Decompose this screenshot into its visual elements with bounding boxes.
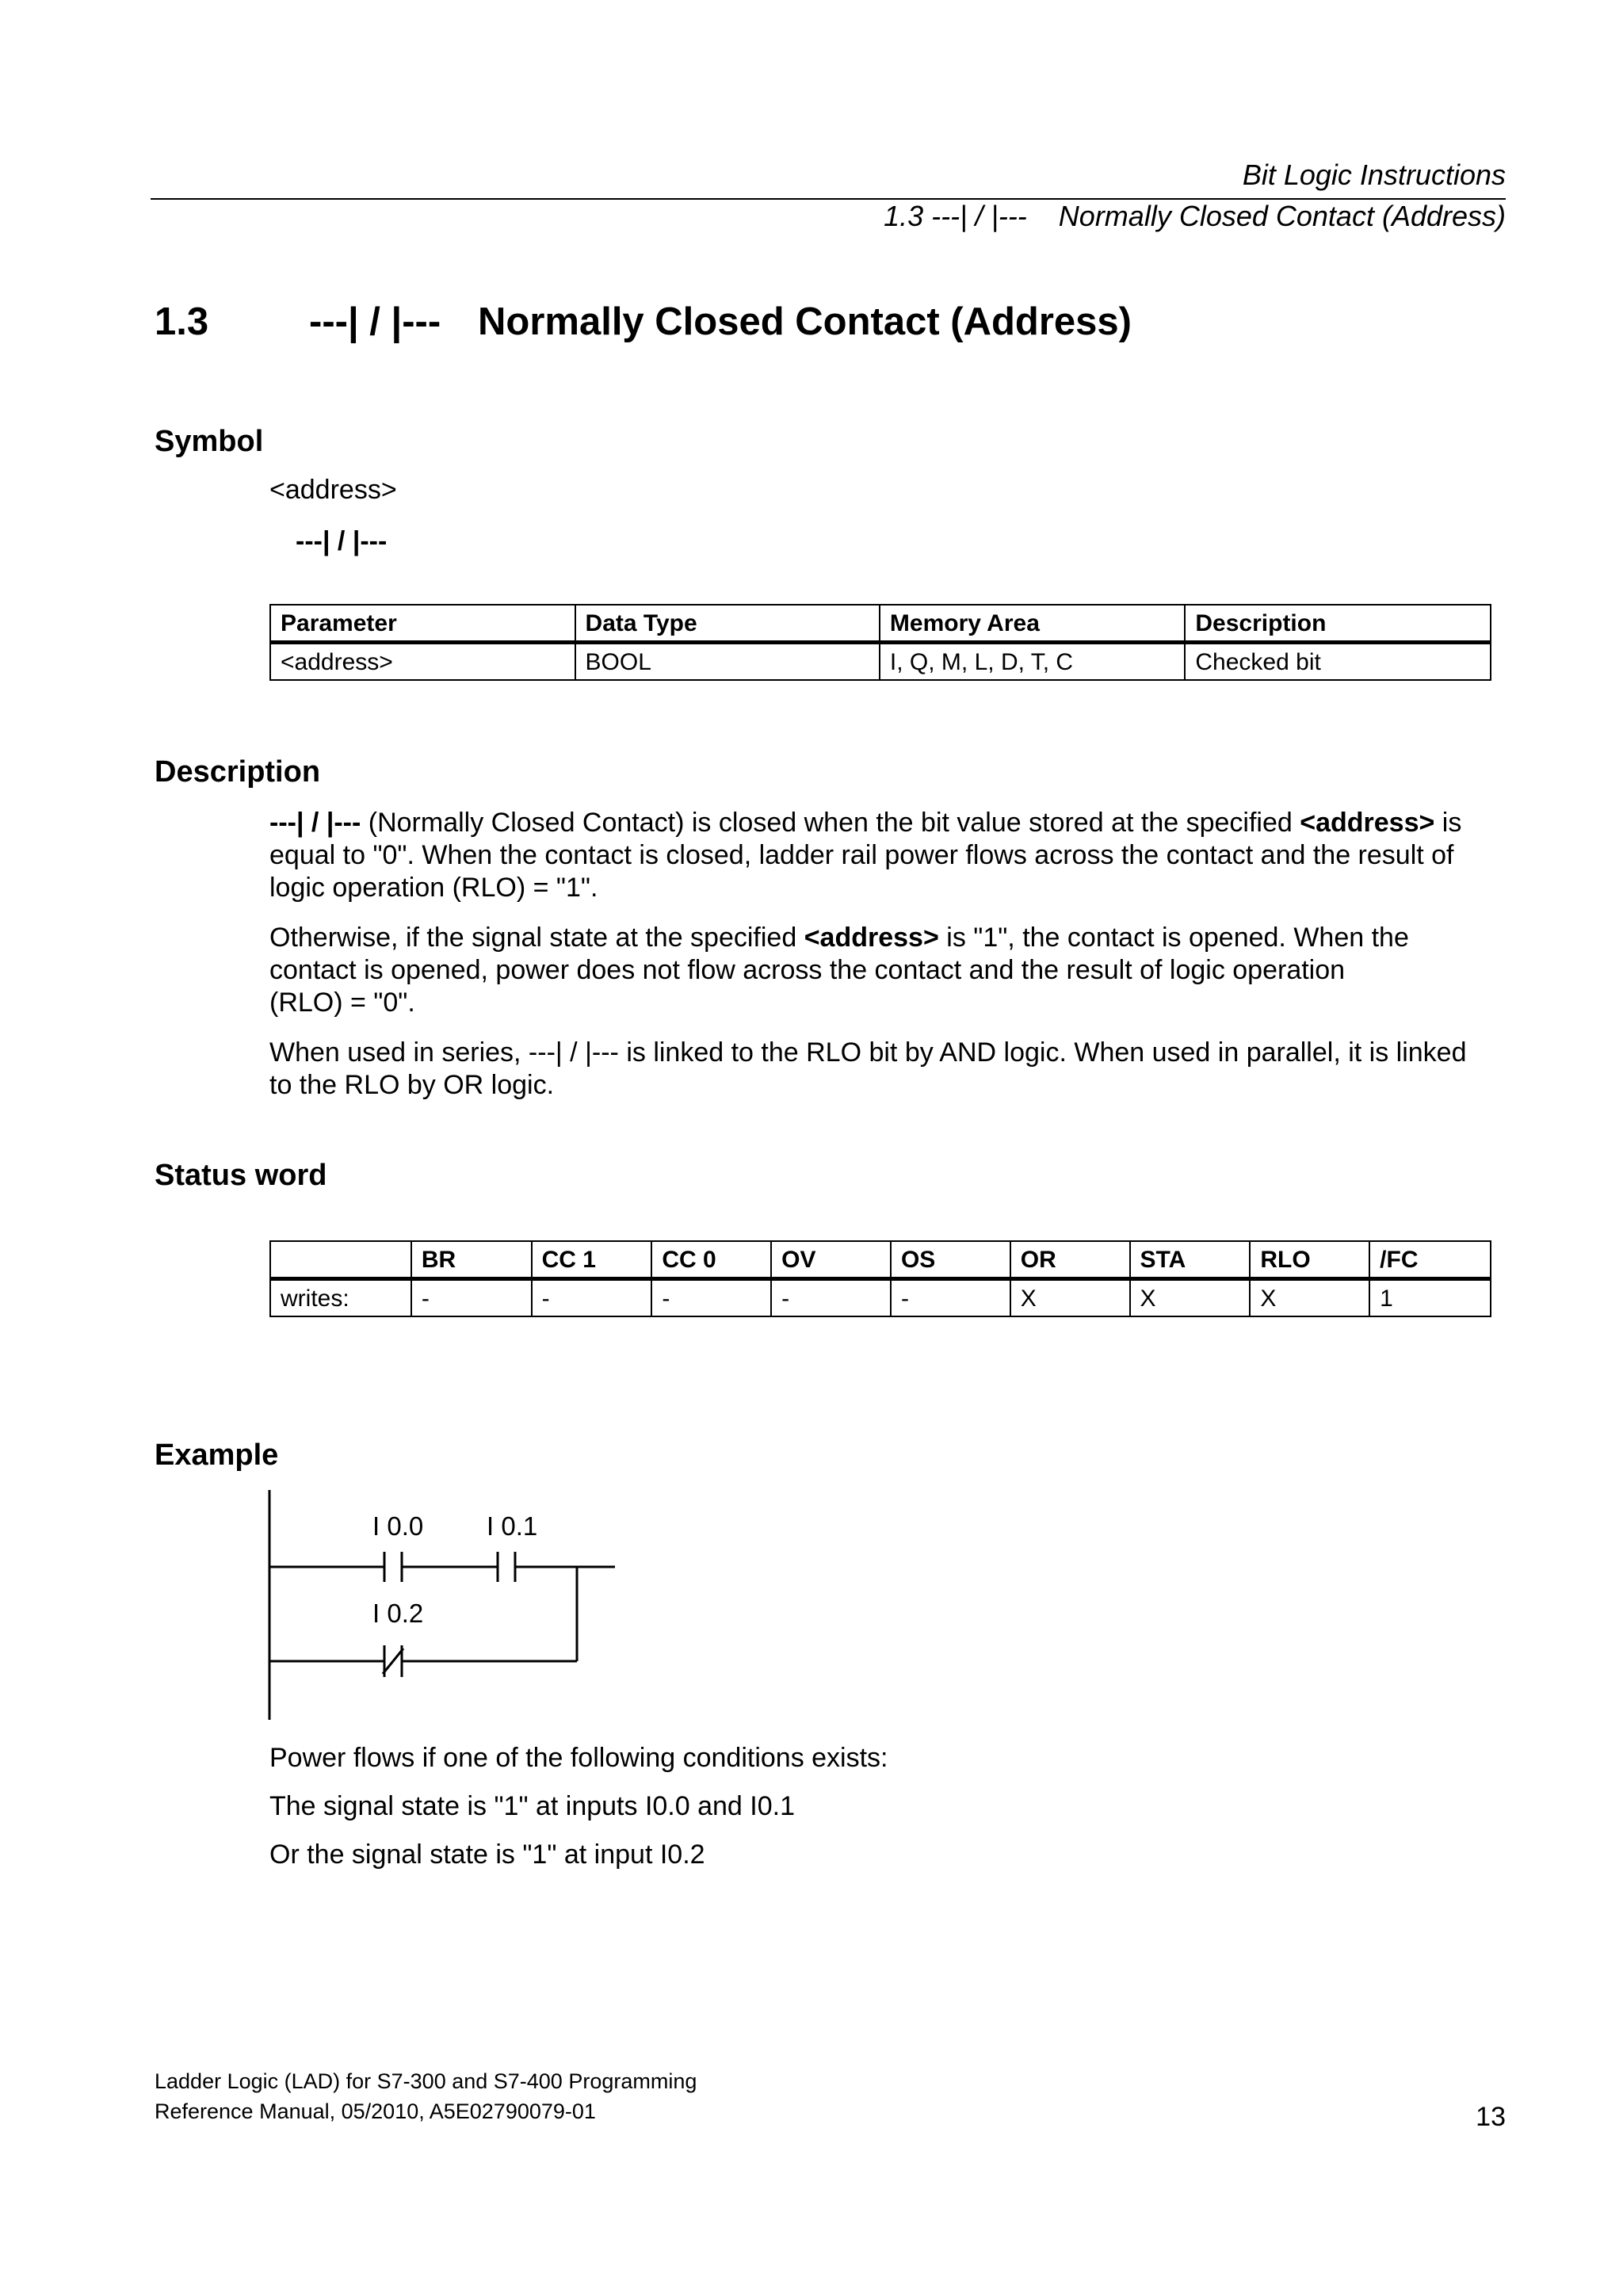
contact-i02-slash xyxy=(383,1648,403,1674)
status-word-header xyxy=(270,1241,1491,1279)
contact-label-i02: I 0.2 xyxy=(372,1599,424,1628)
table-row xyxy=(270,1279,1491,1317)
header-cell: Parameter xyxy=(270,605,575,643)
header-cell: CC 0 xyxy=(651,1241,771,1279)
parameter-table-header xyxy=(270,605,1491,643)
table-cell: - xyxy=(771,1279,891,1317)
header-cell: /FC xyxy=(1369,1241,1491,1279)
status-word-heading: Status word xyxy=(155,1159,327,1192)
header-cell: OR xyxy=(1010,1241,1130,1279)
table-cell: - xyxy=(891,1279,1010,1317)
table-cell: writes: xyxy=(270,1279,411,1317)
table-cell: 1 xyxy=(1369,1279,1491,1317)
table-cell: Checked bit xyxy=(1185,643,1491,681)
footer-line-1: Ladder Logic (LAD) for S7-300 and S7-400 Programming xyxy=(155,2069,697,2093)
description-paragraph-2 xyxy=(269,922,1490,1019)
description-text: Otherwise, if the signal state at the specified xyxy=(269,923,804,953)
table-cell: X xyxy=(1250,1279,1369,1317)
example-heading: Example xyxy=(155,1438,279,1472)
table-cell: BOOL xyxy=(575,643,880,681)
section-title: Normally Closed Contact (Address) xyxy=(478,300,1132,343)
table-cell: <address> xyxy=(270,643,575,681)
description-text: is "1", the contact is opened. When the contact is opened, power does not flow across the contact and the result of logic operation xyxy=(269,923,1409,985)
parameter-table xyxy=(269,604,1491,681)
table-cell: - xyxy=(411,1279,532,1317)
status-word-table xyxy=(269,1240,1491,1317)
header-cell: STA xyxy=(1130,1241,1251,1279)
header-cell: Data Type xyxy=(575,605,880,643)
header-cell: OS xyxy=(891,1241,1010,1279)
header-cell: BR xyxy=(411,1241,532,1279)
running-header-title: Bit Logic Instructions xyxy=(1242,159,1506,191)
section-symbol: ---| / |--- xyxy=(309,300,441,343)
symbol-heading: Symbol xyxy=(155,425,264,458)
description-address: <address> xyxy=(804,923,939,953)
contact-label-i00: I 0.0 xyxy=(372,1511,424,1541)
example-line-2: The signal state is "1" at inputs I0.0 and I0.1 xyxy=(269,1791,795,1821)
symbol-glyph: ---| / |--- xyxy=(296,526,388,556)
page-number: 13 xyxy=(1476,2102,1506,2132)
description-text: (Normally Closed Contact) is closed when the bit value stored at the specified xyxy=(361,808,1300,838)
table-cell: - xyxy=(651,1279,771,1317)
ladder-diagram xyxy=(262,1490,642,1728)
symbol-address: <address> xyxy=(269,475,397,505)
header-cell: RLO xyxy=(1250,1241,1369,1279)
description-heading: Description xyxy=(155,755,321,789)
example-line-3: Or the signal state is "1" at input I0.2 xyxy=(269,1839,705,1870)
running-header-subsection: 1.3 ---| / |--- Normally Closed Contact (Address) xyxy=(884,200,1506,232)
header-cell xyxy=(270,1241,411,1279)
section-number: 1.3 xyxy=(155,300,209,343)
description-address: <address> xyxy=(1300,808,1435,838)
header-cell: Description xyxy=(1185,605,1491,643)
contact-label-i01: I 0.1 xyxy=(487,1511,538,1541)
table-cell: X xyxy=(1130,1279,1251,1317)
table-cell: - xyxy=(532,1279,652,1317)
header-cell: CC 1 xyxy=(532,1241,652,1279)
header-cell: OV xyxy=(771,1241,891,1279)
table-row xyxy=(270,643,1491,681)
table-cell: X xyxy=(1010,1279,1130,1317)
description-text: is equal to "0". When the contact is closed, ladder rail power flows across the contact and the result of logic operation (RLO) = "1". xyxy=(269,808,1462,903)
table-cell: I, Q, M, L, D, T, C xyxy=(880,643,1185,681)
header-cell: Memory Area xyxy=(880,605,1185,643)
example-line-1: Power flows if one of the following conditions exists: xyxy=(269,1743,888,1773)
description-symbol: ---| / |--- xyxy=(269,808,361,838)
footer-line-2: Reference Manual, 05/2010, A5E02790079-01 xyxy=(155,2099,596,2123)
description-text: (RLO) = "0". xyxy=(269,988,415,1018)
description-paragraph-3: When used in series, ---| / |--- is linked to the RLO bit by AND logic. When used in parallel, it is linked to the RLO by OR logic. xyxy=(269,1037,1467,1100)
description-paragraph-1 xyxy=(269,807,1490,904)
